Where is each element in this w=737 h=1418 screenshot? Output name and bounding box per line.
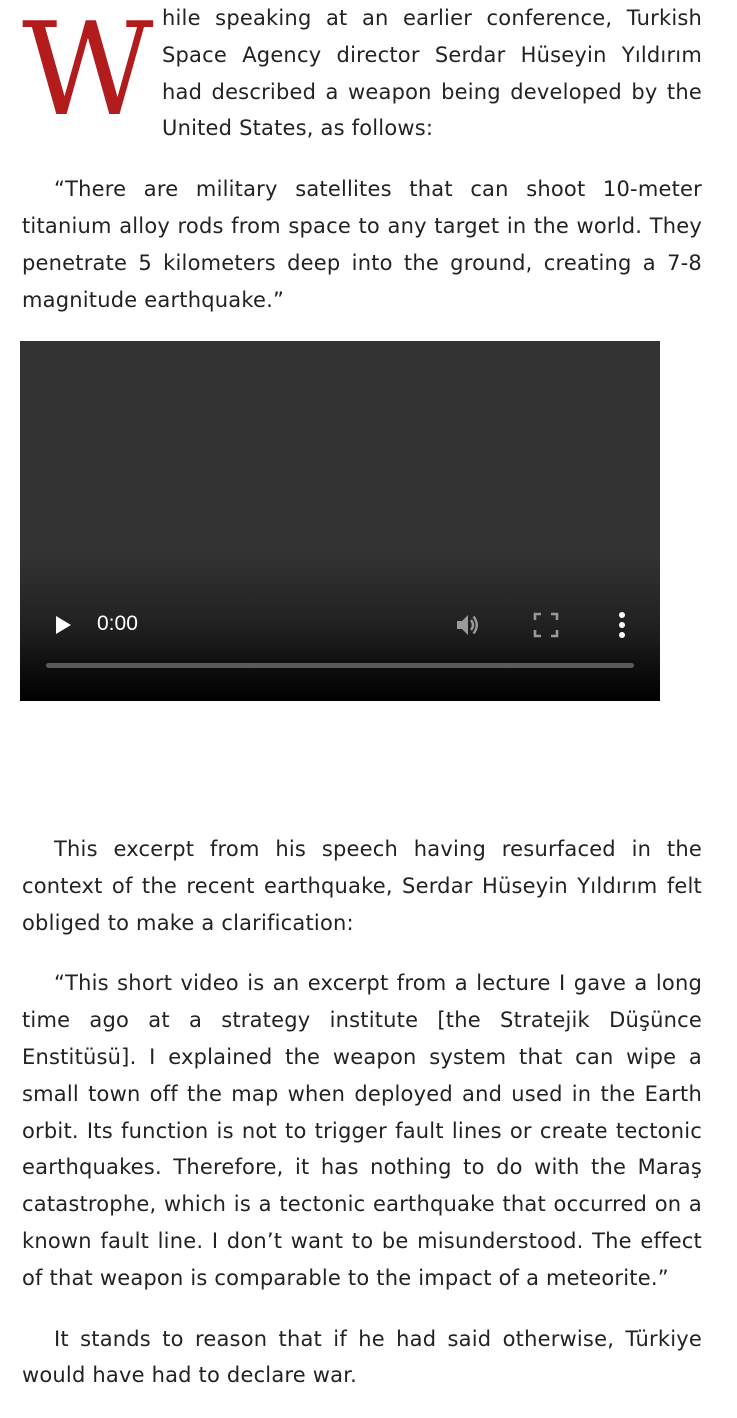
article-top	[22, 0, 702, 342]
more-options-icon[interactable]	[610, 611, 634, 639]
article-bottom	[22, 831, 702, 1418]
video-player[interactable]	[20, 341, 660, 701]
volume-icon[interactable]	[454, 611, 482, 639]
paragraph-3: It stands to reason that if he had said otherwise, Türkiye would have had to declare war.	[22, 1326, 702, 1388]
fullscreen-icon[interactable]	[533, 612, 559, 638]
quote-paragraph-1: “There are military satellites that can shoot 10-meter titanium alloy rods from space to any target in the world. They penetrate 5 kilometers deep into the ground, creating a 7-8 magnitude earthquake.”	[22, 177, 702, 312]
video-time: 0:00	[97, 612, 138, 635]
intro-paragraph	[22, 0, 702, 147]
video-progress-bar[interactable]	[46, 663, 634, 668]
paragraph-2: This excerpt from his speech having resurfaced in the context of the recent earthquake, Serdar Hüseyin Yıldırım felt obliged to make a clarification:	[22, 837, 702, 935]
drop-cap: W	[22, 0, 154, 145]
play-icon[interactable]	[50, 613, 74, 637]
intro-text: hile speaking at an earlier conference, Turkish Space Agency director Serdar Hüseyin Yıldırım had described a weapon being developed by the United States, as follows:	[162, 6, 702, 141]
quote-paragraph-2: “This short video is an excerpt from a lecture I gave a long time ago at a strategy institute [the Stratejik Düşünce Enstitüsü]. I explained the weapon system that can wipe a small town off the map when deployed and used in the Earth orbit. Its function is not to trigger fault lines or create tectonic earthquakes. Therefore, it has nothing to do with the Maraş catastrophe, which is a tectonic earthquake that occurred on a known fault line. I don’t want to be misunderstood. The effect of that weapon is comparable to the impact of a meteorite.”	[22, 971, 702, 1290]
